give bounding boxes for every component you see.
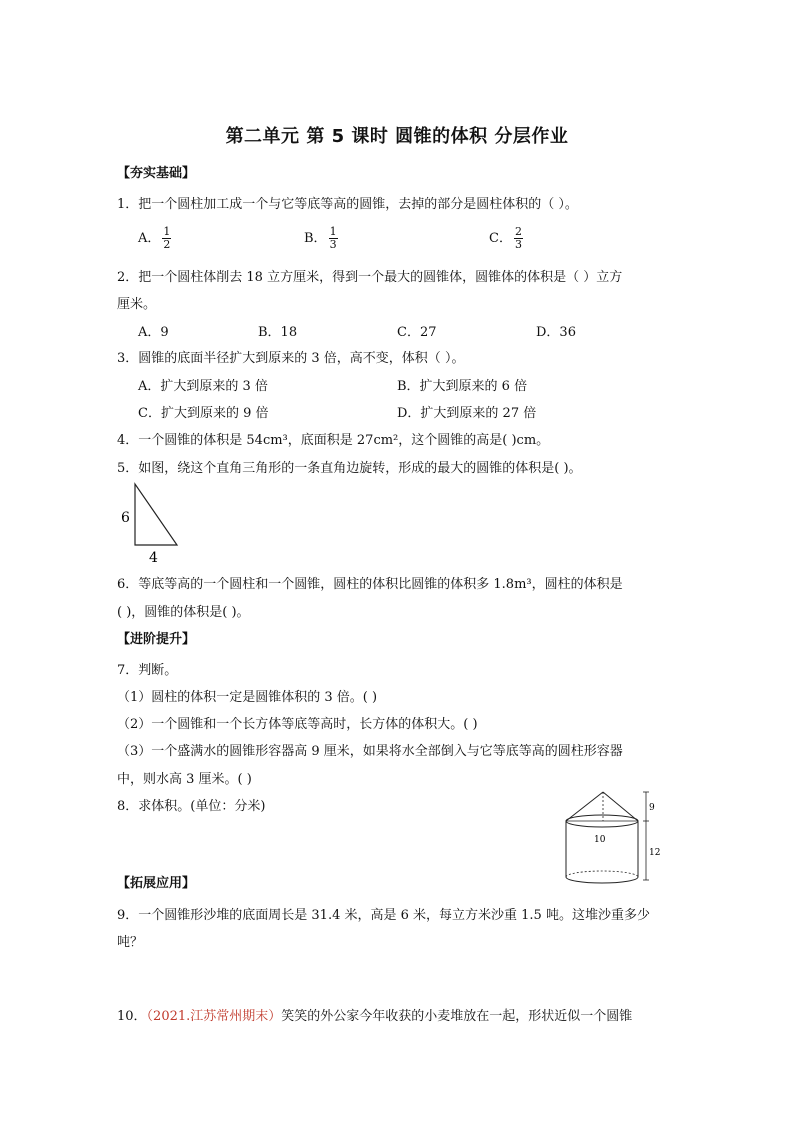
- question-2-option-c: C．27: [397, 325, 437, 340]
- section-basic-heading: 【夯实基础】: [117, 166, 196, 181]
- question-2-line-2: 厘米。: [117, 297, 157, 312]
- question-7-item-2: （2）一个圆锥和一个长方体等底等高时，长方体的体积大。( ): [117, 717, 478, 732]
- question-7-stem: 7．判断。: [117, 663, 178, 678]
- question-3-stem: 3．圆锥的底面半径扩大到原来的 3 倍，高不变，体积（ ）。: [117, 351, 465, 366]
- question-2-line-1: 2．把一个圆柱体削去 18 立方厘米，得到一个最大的圆锥体，圆锥体的体积是（ ）立方: [117, 270, 623, 285]
- question-2-option-b: B．18: [258, 325, 298, 340]
- question-1-stem: 1．把一个圆柱加工成一个与它等底等高的圆锥，去掉的部分是圆柱体积的（ ）。: [117, 197, 578, 212]
- question-9-line-2: 吨？: [117, 935, 144, 950]
- right-triangle-figure: [112, 480, 192, 568]
- question-7-item-3-line-1: （3）一个盛满水的圆锥形容器高 9 厘米，如果将水全部倒入与它等底等高的圆柱形容器: [117, 744, 623, 759]
- cone-height-label: 9: [649, 803, 655, 813]
- question-6-line-1: 6．等底等高的一个圆柱和一个圆锥，圆柱的体积比圆锥的体积多 1.8m³，圆柱的体积是: [117, 577, 623, 592]
- question-3-option-b: B．扩大到原来的 6 倍: [397, 379, 528, 394]
- question-7-item-1: （1）圆柱的体积一定是圆锥体积的 3 倍。( ): [117, 690, 378, 705]
- fraction: $\frac{1}{3}$: [329, 225, 337, 251]
- question-source-tag: （2021.江苏常州期末）: [146, 1009, 282, 1024]
- triangle-height-label: 6: [121, 510, 130, 526]
- cylinder-height-label: 12: [649, 848, 661, 858]
- question-8-stem: 8．求体积。(单位：分米): [117, 799, 266, 814]
- section-advanced-heading: 【进阶提升】: [117, 632, 196, 647]
- question-3-option-c: C．扩大到原来的 9 倍: [138, 406, 269, 421]
- question-10-stem: 10．（2021.江苏常州期末）笑笑的外公家今年收获的小麦堆放在一起，形状近似一个圆锥: [117, 1009, 633, 1024]
- question-4-stem: 4．一个圆锥的体积是 54cm³，底面积是 27cm²，这个圆锥的高是( )cm。: [117, 433, 550, 448]
- question-9-line-1: 9．一个圆锥形沙堆的底面周长是 31.4 米，高是 6 米，每立方米沙重 1.5 吨。这堆沙重多少: [117, 908, 650, 923]
- question-1-option-a: A． $\frac{1}{2}$: [138, 225, 171, 251]
- triangle-base-label: 4: [149, 550, 158, 566]
- question-1-option-b: B． $\frac{1}{3}$: [304, 225, 337, 251]
- question-3-option-a: A．扩大到原来的 3 倍: [138, 379, 268, 394]
- question-2-option-d: D．36: [536, 325, 576, 340]
- question-2-option-a: A．9: [138, 325, 169, 340]
- cone-on-cylinder-figure: [560, 790, 670, 890]
- question-5-stem: 5．如图，绕这个直角三角形的一条直角边旋转，形成的最大的圆锥的体积是( )。: [117, 461, 582, 476]
- question-1-option-c: C． $\frac{2}{3}$: [489, 225, 522, 251]
- fraction: $\frac{1}{2}$: [163, 225, 171, 251]
- section-extension-heading: 【拓展应用】: [117, 876, 196, 891]
- diameter-label: 10: [594, 835, 606, 845]
- question-3-option-d: D．扩大到原来的 27 倍: [397, 406, 537, 421]
- question-7-item-3-line-2: 中，则水高 3 厘米。( ): [117, 772, 252, 787]
- fraction: $\frac{2}{3}$: [514, 225, 522, 251]
- page-title: 第二单元 第 5 课时 圆锥的体积 分层作业: [225, 126, 569, 147]
- question-6-line-2: ( )，圆锥的体积是( )。: [117, 605, 250, 620]
